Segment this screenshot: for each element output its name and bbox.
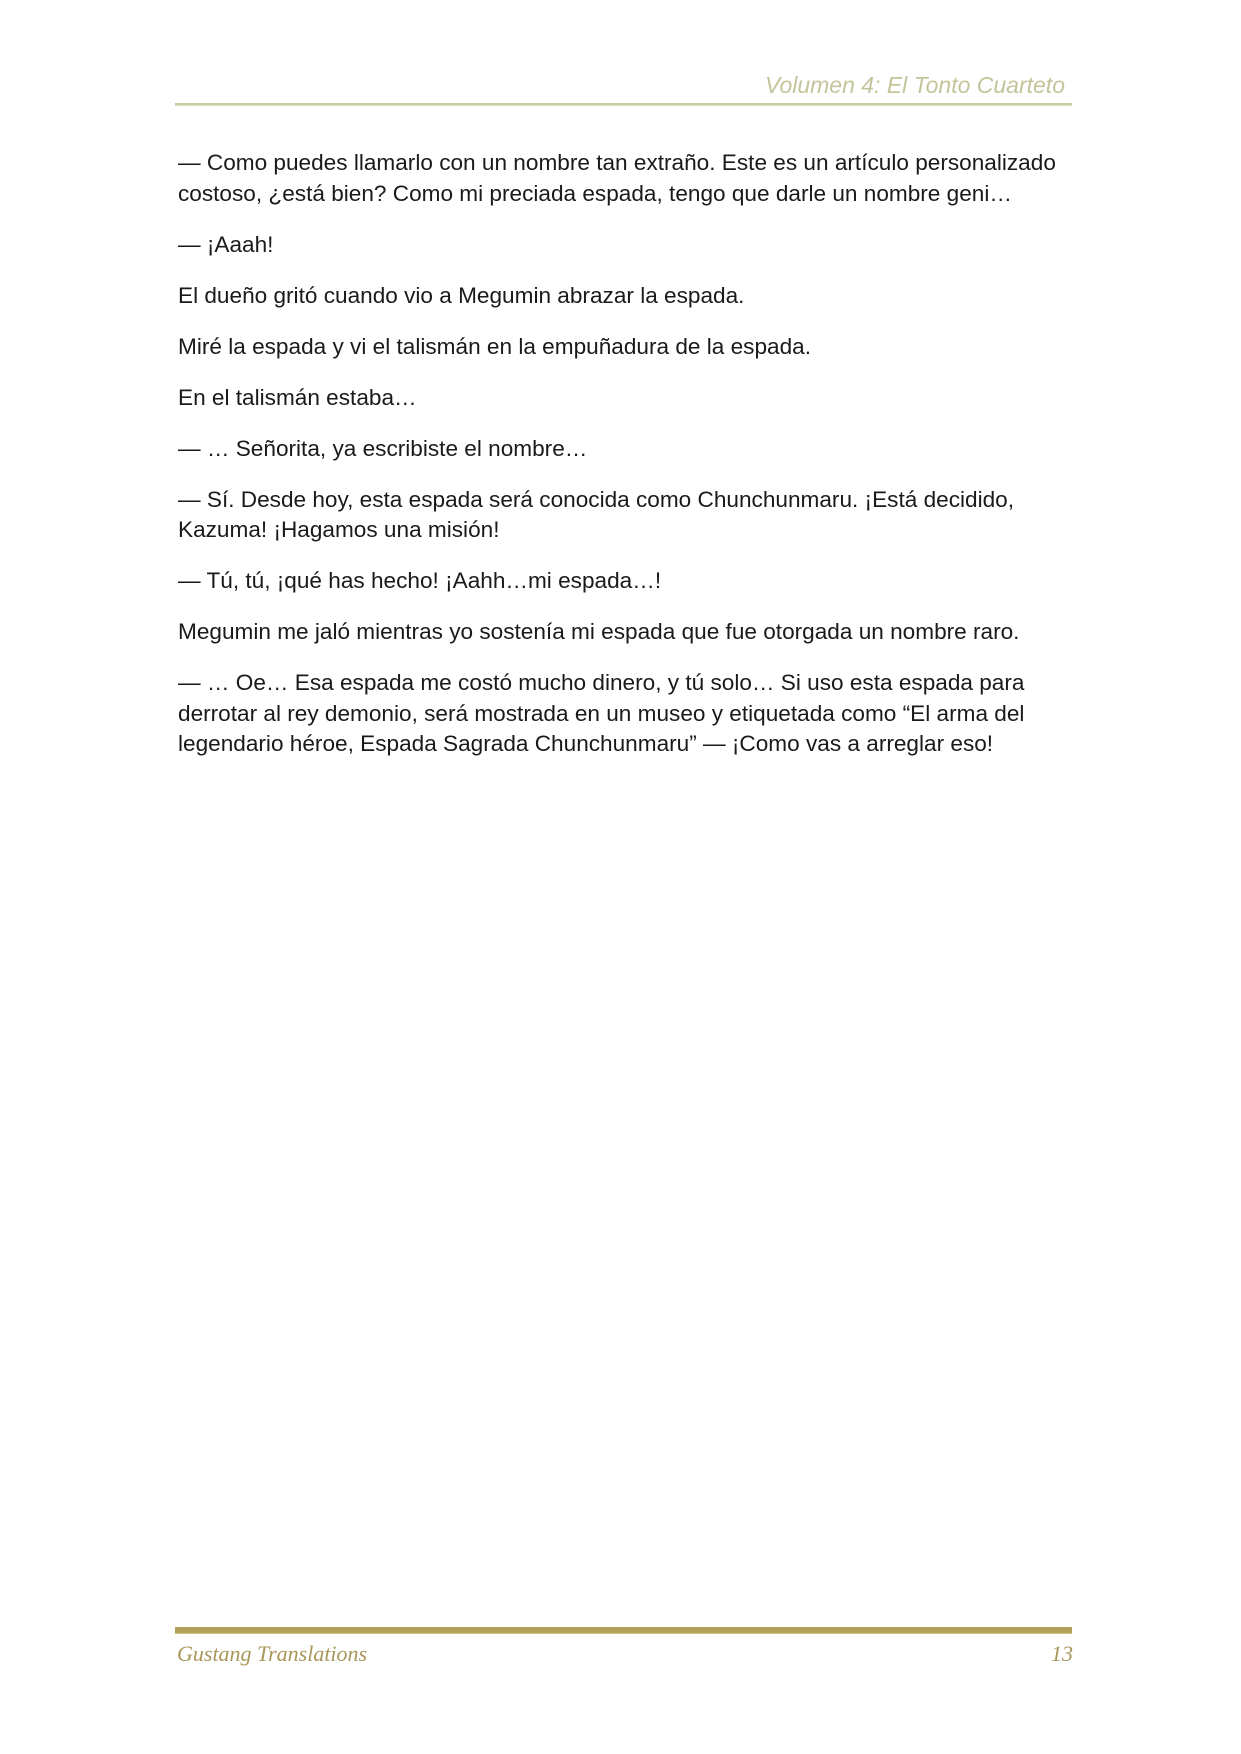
paragraph: Megumin me jaló mientras yo sostenía mi espada que fue otorgada un nombre raro. [178, 619, 1020, 644]
running-header-title: Volumen 4: El Tonto Cuarteto [764, 72, 1065, 98]
paragraph: — Sí. Desde hoy, esta espada será conocida como Chunchunmaru. ¡Está decidido, Kazuma! ¡Hagamos una misión! [178, 486, 1015, 542]
paragraph: — Como puedes llamarlo con un nombre tan extraño. Este es un artículo personalizado costoso, ¿está bien? Como mi preciada espada, tengo que darle un nombre geni… [178, 150, 1056, 206]
paragraph: — Tú, tú, ¡qué has hecho! ¡Aahh…mi espada…! [178, 568, 662, 593]
paragraph: En el talismán estaba… [178, 384, 417, 410]
paragraph: — … Señorita, ya escribiste el nombre… [178, 435, 588, 461]
footer-divider [175, 1627, 1072, 1634]
footer-translator-credit: Gustang Translations [177, 1641, 368, 1666]
page-number: 13 [1051, 1641, 1073, 1666]
paragraph: — … Oe… Esa espada me costó mucho dinero, y tú solo… Si uso esta espada para derrotar al rey demonio, será mostrada en un museo y etiquetada como “El arma del legendario héroe, Espada Sagrada Chunchunmaru” — ¡Como vas a arreglar eso! [178, 670, 1025, 756]
paragraph: El dueño gritó cuando vio a Megumin abrazar la espada. [178, 282, 745, 308]
paragraph: — ¡Aaah! [178, 231, 274, 257]
header-divider [175, 103, 1072, 106]
page-body [178, 148, 1064, 780]
paragraph: Miré la espada y vi el talismán en la empuñadura de la espada. [178, 333, 812, 359]
